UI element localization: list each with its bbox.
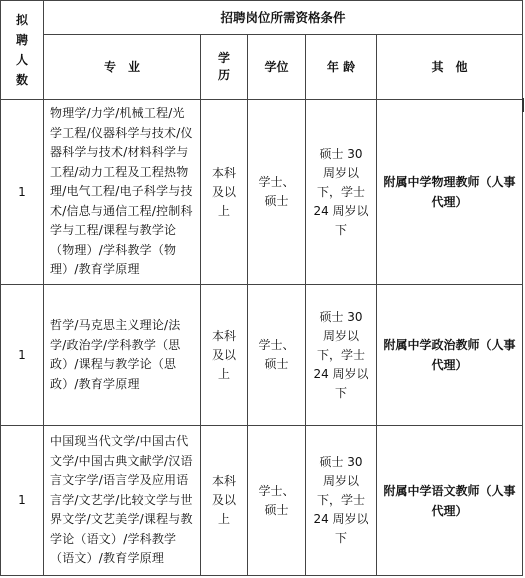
- degree-header: 学位: [248, 35, 306, 100]
- education-cell: 本科及以上: [201, 426, 248, 576]
- major-cell: 中国现当代文学/中国古代文学/中国古典文献学/汉语言文字学/语言学及应用语言学/文艺学/比较文学与世界文学/文艺美学/课程与教学论（语文）/学科教学（语文）/教育学原理: [44, 426, 201, 576]
- edge-mark: [522, 98, 524, 112]
- education-header: 学历: [201, 35, 248, 100]
- conditions-title: 招聘岗位所需资格条件: [44, 1, 523, 35]
- education-cell: 本科及以上: [201, 100, 248, 285]
- table-row: [1, 285, 523, 426]
- education-cell: 本科及以上: [201, 285, 248, 426]
- other-cell: 附属中学物理教师（人事代理）: [377, 100, 523, 285]
- age-cell: 硕士 30 周岁以下，学士 24 周岁以下: [306, 285, 377, 426]
- age-cell: 硕士 30 周岁以下，学士 24 周岁以下: [306, 426, 377, 576]
- degree-cell: 学士、硕士: [248, 100, 306, 285]
- degree-cell: 学士、硕士: [248, 426, 306, 576]
- count-cell: 1: [1, 426, 44, 576]
- table-row: [1, 426, 523, 576]
- major-header: 专 业: [44, 35, 201, 100]
- major-cell: 物理学/力学/机械工程/光学工程/仪器科学与技术/仪器科学与技术/材料科学与工程/动力工程及工程热物理/电气工程/电子科学与技术/信息与通信工程/控制科学与工程/课程与教学论（物理）/学科教学（物理）/教育学原理: [44, 100, 201, 285]
- table-row: [1, 100, 523, 285]
- count-cell: 1: [1, 285, 44, 426]
- age-cell: 硕士 30 周岁以下，学士 24 周岁以下: [306, 100, 377, 285]
- age-header: 年 龄: [306, 35, 377, 100]
- other-cell: 附属中学语文教师（人事代理）: [377, 426, 523, 576]
- degree-cell: 学士、硕士: [248, 285, 306, 426]
- major-cell: 哲学/马克思主义理论/法学/政治学/学科教学（思政）/课程与教学论（思政）/教育学原理: [44, 285, 201, 426]
- other-header: 其 他: [377, 35, 523, 100]
- other-cell: 附属中学政治教师（人事代理）: [377, 285, 523, 426]
- count-header: 拟聘人数: [1, 1, 44, 100]
- count-cell: 1: [1, 100, 44, 285]
